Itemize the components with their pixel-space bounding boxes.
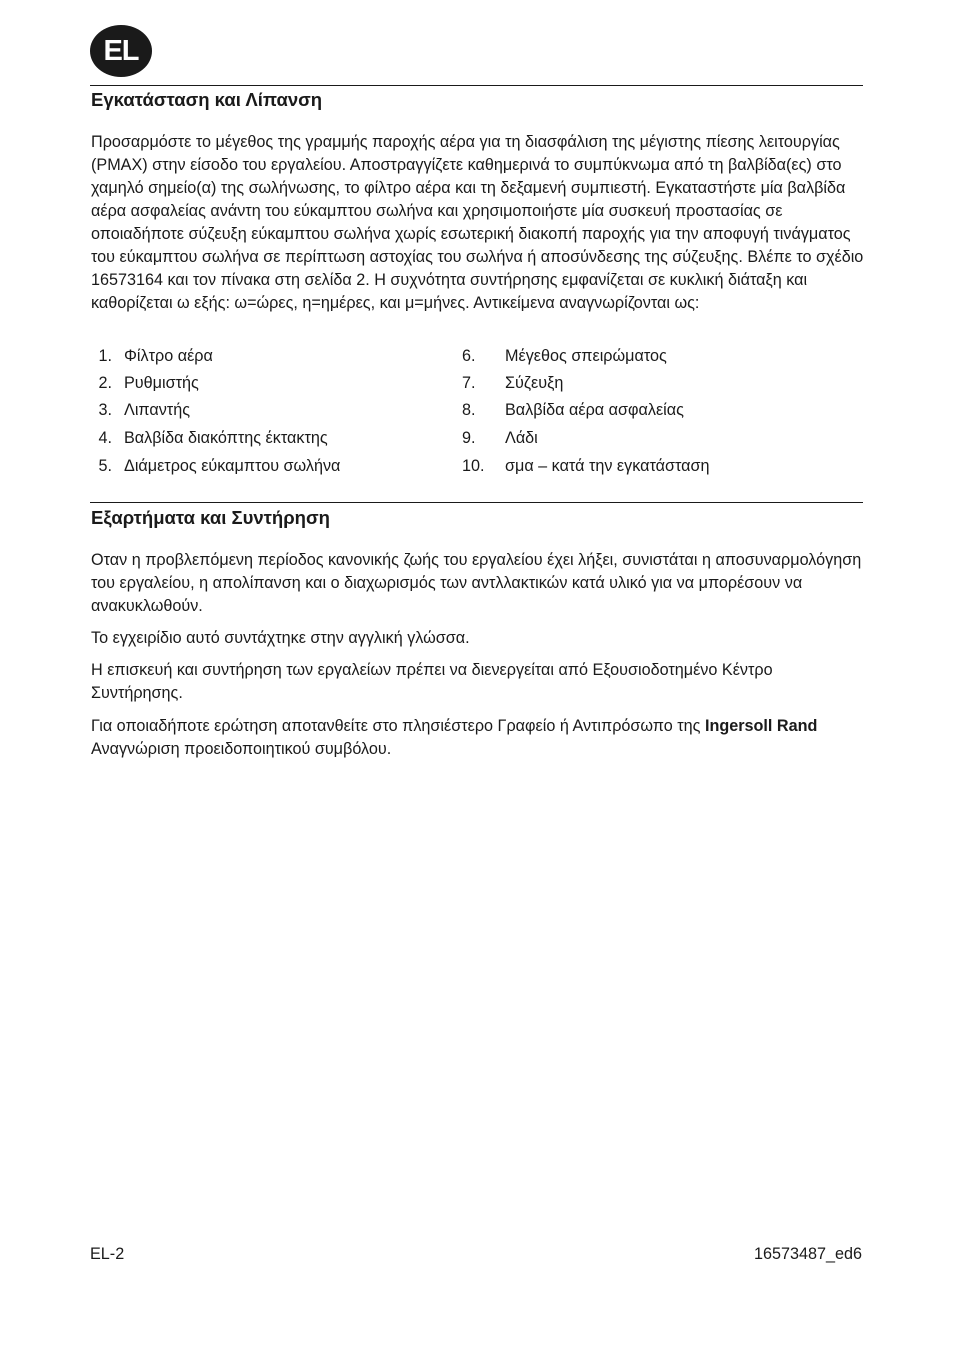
section-heading-parts-maintenance: Εξαρτήματα και Συντήρηση [91,507,330,528]
section-heading-installation: Εγκατάσταση και Λίπανση [91,89,323,110]
language-badge: EL [90,25,152,77]
contact-prefix: Για οποιαδήποτε ερώτηση αποτανθείτε στο πλησιέστερο Γραφείο ή Αντιπρόσωπο της [91,717,701,735]
contact-paragraph [91,715,866,761]
page-number: EL-2 [90,1245,125,1263]
list-item-label: Ρυθμιστής [124,374,199,392]
list-item-number: 1. [98,347,112,365]
list-item-label: Βαλβίδα διακόπτης έκτακτης [124,429,328,447]
contact-suffix: Αναγνώριση προειδοποιητικού συμβόλου. [91,740,392,758]
list-item-number: 2. [98,374,112,392]
list-item-number: 7. [462,374,476,392]
list-item-label: Λάδι [505,429,538,447]
installation-paragraph: Προσαρμόστε το μέγεθος της γραμμής παροχής αέρα για τη διασφάλιση της μέγιστης πίεσης λειτουργίας (PMAX) στην είσοδο του εργαλείου. Αποστραγγίζετε καθημερινά το συμπύκνωμα από τη βαλβίδα(ες) στο χαμηλό σημείο(α) της σωλήνωσης, το φίλτρο αέρα και τη δεξαμενή συμπιεστή. Εγκαταστήστε μία βαλβίδα αέρα ασφαλείας ανάντη του εύκαμπτου σωλήνα και χρησιμοποιήστε μία συσκευή προστασίας σε οποιαδήποτε σύζευξη εύκαμπτου σωλήνα χωρίς εσωτερική διακοπή παροχής για την αποφυγή τινάγματος του εύκαμπτου σωλήνα σε περίπτωση αστοχίας του σωλήνα ή αποσύνδεσης της σύζευξης. Βλέπε το σχέδιο 16573164 και τον πίνακα στη σελίδα 2. Η συχνότητα συντήρησης εμφανίζεται σε κυκλική διάταξη και καθορίζεται ω εξής: ω=ώρες, η=ημέρες, και μ=μήνες. Αντικείμενα αναγνωρίζονται ως: [91,133,864,312]
list-item-label: Μέγεθος σπειρώματος [505,347,667,365]
service-center-paragraph: Η επισκευή και συντήρηση των εργαλείων πρέπει να διενεργείται από Εξουσιοδοτημένο Κέντρο Συντήρησης. [91,661,773,702]
language-note-paragraph: Το εγχειρίδιο αυτό συντάχτηκε στην αγγλική γλώσσα. [91,629,470,647]
list-item-number: 10. [462,457,485,475]
list-item-label: Σύζευξη [505,374,564,392]
list-item-number: 3. [98,401,112,419]
brand-name: Ingersoll Rand [704,717,818,735]
list-item-number: 6. [462,347,476,365]
list-item-number: 4. [98,429,112,447]
list-item-label: Λιπαντής [124,401,190,419]
list-item-label: Διάμετρος εύκαμπτου σωλήνα [124,457,341,475]
document-id: 16573487_ed6 [753,1245,862,1263]
recycling-paragraph: Οταν η προβλεπόμενη περίοδος κανονικής ζωής του εργαλείου έχει λήξει, συνιστάται η αποσυναρμολόγηση του εργαλείου, η απολίπανση και ο διαχωρισμός των αντλλακτικών κατά υλικό για να μπορέσουν να ανακυκλωθούν. [91,551,862,615]
list-item-number: 8. [462,401,476,419]
list-item-label: Φίλτρο αέρα [124,347,213,365]
top-divider [90,85,863,86]
list-item-label: Βαλβίδα αέρα ασφαλείας [505,401,684,419]
list-item-label: σμα – κατά την εγκατάσταση [505,457,710,475]
list-item-number: 5. [98,457,112,475]
section-divider [90,502,863,503]
list-item-number: 9. [462,429,476,447]
